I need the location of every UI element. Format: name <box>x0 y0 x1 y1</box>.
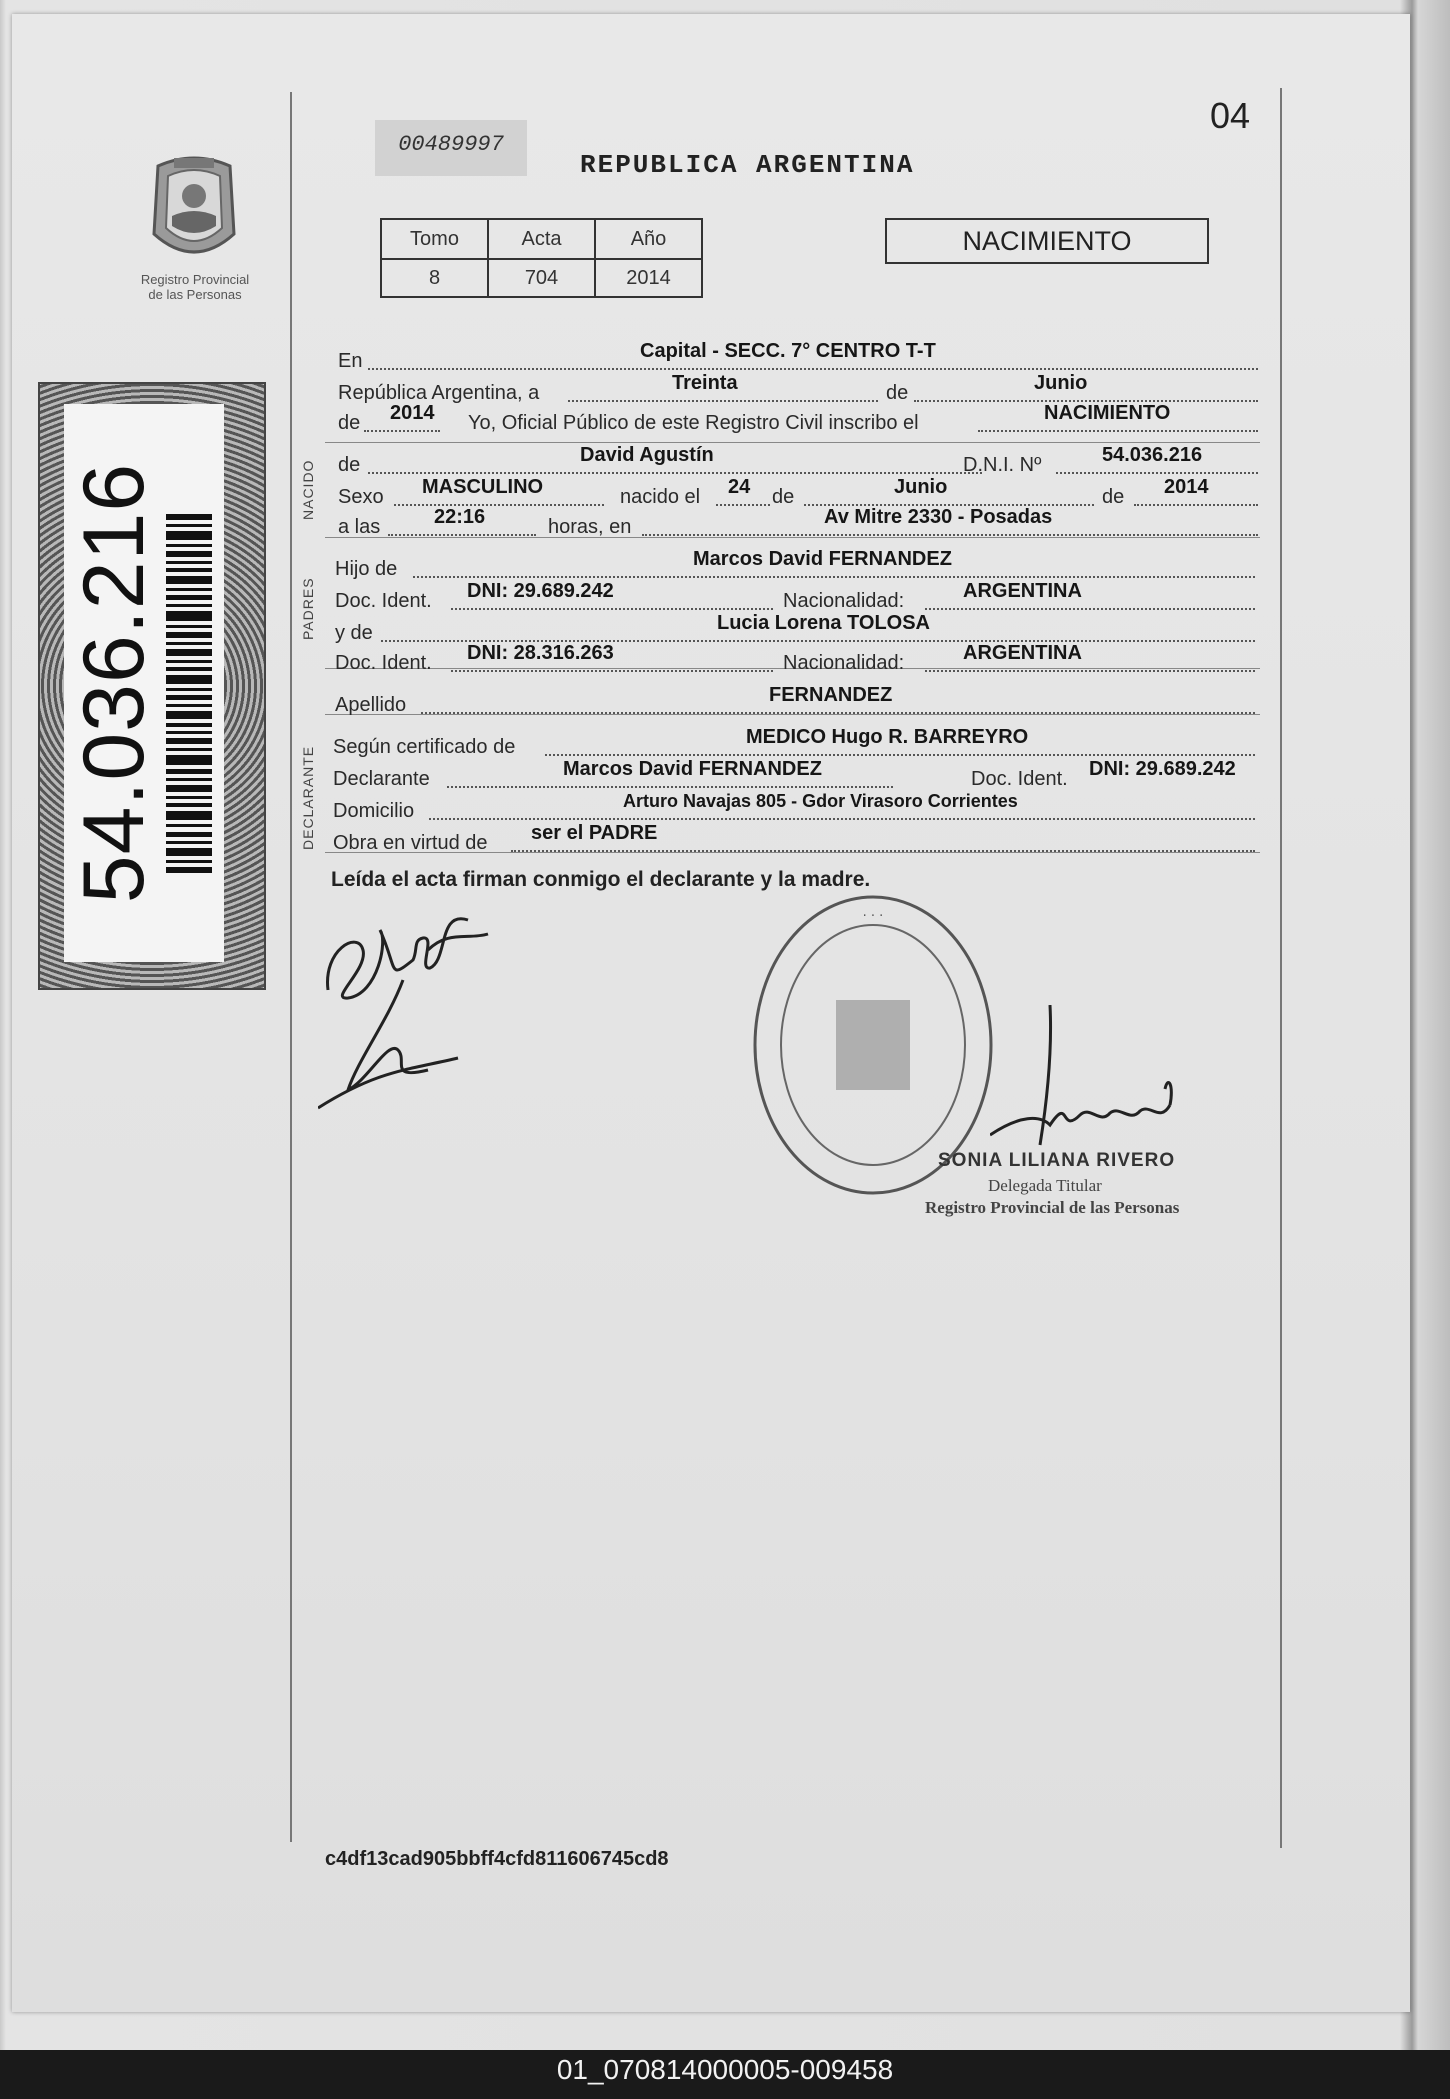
label-de: de <box>1102 486 1125 508</box>
label-republica: República Argentina, a <box>338 382 540 404</box>
row-en <box>338 340 1258 374</box>
value-hora: 22:16 <box>434 506 486 528</box>
label-de: de <box>338 454 361 476</box>
official-signature-icon <box>990 1005 1190 1155</box>
page-number: 04 <box>1210 95 1251 136</box>
value-lugar-nacimiento: Av Mitre 2330 - Posadas <box>824 506 1053 528</box>
side-label-declarante: DECLARANTE <box>300 745 316 850</box>
value-dia-nacimiento: 24 <box>728 476 751 498</box>
row-hora <box>338 506 1258 540</box>
row-year <box>338 402 1258 436</box>
label-dni: D.N.I. Nº <box>963 454 1042 476</box>
side-label-nacido: NACIDO <box>300 459 316 520</box>
label-en: En <box>338 350 363 372</box>
label-domicilio: Domicilio <box>333 800 415 822</box>
left-margin-line <box>290 92 292 1842</box>
label-obra-en-virtud: Obra en virtud de <box>333 832 488 854</box>
label-nacionalidad: Nacionalidad: <box>783 652 905 674</box>
value-nombre-nacido: David Agustín <box>580 444 714 466</box>
value-dni-padre: DNI: 29.689.242 <box>467 580 614 602</box>
table-header-cell: Tomo <box>381 219 488 259</box>
value-dni-madre: DNI: 28.316.263 <box>467 642 614 664</box>
row-domicilio <box>333 791 1255 824</box>
label-segun-certificado: Según certificado de <box>333 736 516 758</box>
seal-caption <box>100 272 290 302</box>
row-obra <box>333 822 1255 856</box>
label-nacido-el: nacido el <box>620 486 701 508</box>
tomo-acta-ano-table <box>380 218 703 298</box>
dotted-line <box>804 484 1094 506</box>
barcode-number: 54.036.216 <box>66 462 162 904</box>
value-mes-inscripcion: Junio <box>1034 372 1088 394</box>
label-sexo: Sexo <box>338 486 384 508</box>
label-doc-ident: Doc. Ident. <box>335 652 432 674</box>
acta-type-box: NACIMIENTO <box>885 218 1209 264</box>
barcode-bars-icon <box>166 513 212 873</box>
label-doc-ident: Doc. Ident. <box>971 768 1068 790</box>
table-row <box>381 259 702 297</box>
value-apellido: FERNANDEZ <box>769 684 893 706</box>
label-inscribo: Yo, Oficial Público de este Registro Civil inscribo el <box>468 412 919 434</box>
provincial-seal-icon <box>138 148 250 270</box>
table-cell: 2014 <box>595 259 702 297</box>
control-number: 00489997 <box>375 120 527 176</box>
value-tipo-acta: NACIMIENTO <box>1044 402 1171 424</box>
seal-caption-line2: de las Personas <box>148 287 242 302</box>
label-hijo-de: Hijo de <box>335 558 398 580</box>
label-nacionalidad: Nacionalidad: <box>783 590 905 612</box>
seal-caption-line1: Registro Provincial <box>140 272 250 287</box>
row-doc-madre <box>335 642 1255 676</box>
label-doc-ident: Doc. Ident. <box>335 590 432 612</box>
value-mes-nacimiento: Junio <box>894 476 948 498</box>
table-header-cell: Año <box>595 219 702 259</box>
official-office: Registro Provincial de las Personas <box>925 1198 1180 1217</box>
label-a-las: a las <box>338 516 381 538</box>
document-title: REPUBLICA ARGENTINA <box>580 150 915 180</box>
value-nacionalidad-padre: ARGENTINA <box>963 580 1082 602</box>
barcode-frame <box>38 382 266 990</box>
svg-text:· · ·: · · · <box>862 909 884 924</box>
row-apellido <box>335 684 1255 718</box>
label-y-de: y de <box>335 622 373 644</box>
label-apellido: Apellido <box>335 694 407 716</box>
official-name: SONIA LILIANA RIVERO <box>938 1150 1176 1171</box>
table-cell: 8 <box>381 259 488 297</box>
value-dia-inscripcion: Treinta <box>672 372 738 394</box>
value-certificado: MEDICO Hugo R. BARREYRO <box>746 726 1029 748</box>
table-cell: 704 <box>488 259 595 297</box>
value-ano-inscripcion: 2014 <box>390 402 435 424</box>
birth-certificate-page <box>12 14 1410 2012</box>
label-de: de <box>772 486 795 508</box>
table-header-cell: Acta <box>488 219 595 259</box>
right-margin-line <box>1280 88 1282 1848</box>
value-sexo: MASCULINO <box>422 476 544 498</box>
side-label-padres: PADRES <box>300 577 316 640</box>
value-dni-declarante: DNI: 29.689.242 <box>1089 758 1236 780</box>
barcode-rotated-block <box>64 413 224 953</box>
label-de: de <box>886 382 909 404</box>
declarante-signature-icon <box>318 890 508 1110</box>
scan-file-reference: 01_070814000005-009458 <box>556 2054 894 2085</box>
official-role: Delegada Titular <box>988 1176 1102 1195</box>
value-madre: Lucia Lorena TOLOSA <box>717 612 930 634</box>
value-obra: ser el PADRE <box>531 822 658 844</box>
value-dni-nacido: 54.036.216 <box>1102 444 1203 466</box>
value-declarante: Marcos David FERNANDEZ <box>563 758 822 780</box>
barcode-panel <box>64 404 224 962</box>
value-ano-nacimiento: 2014 <box>1164 476 1209 498</box>
value-domicilio: Arturo Navajas 805 - Gdor Virasoro Corrientes <box>623 791 1018 811</box>
label-horas-en: horas, en <box>548 516 632 538</box>
value-padre: Marcos David FERNANDEZ <box>693 548 952 570</box>
label-de: de <box>338 412 361 434</box>
value-lugar: Capital - SECC. 7° CENTRO T-T <box>640 340 936 362</box>
label-declarante: Declarante <box>333 768 430 790</box>
value-nacionalidad-madre: ARGENTINA <box>963 642 1082 664</box>
document-hash: c4df13cad905bbff4cfd811606745cd8 <box>325 1848 669 1870</box>
table-header-row <box>381 219 702 259</box>
closing-statement: Leída el acta firman conmigo el declarante y la madre. <box>331 868 871 891</box>
